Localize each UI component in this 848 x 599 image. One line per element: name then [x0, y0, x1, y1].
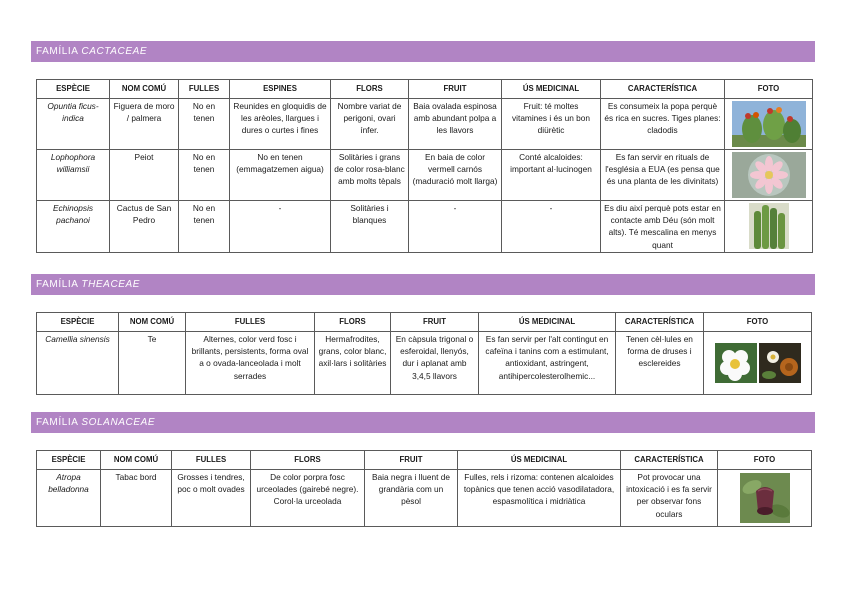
- header-caracteristica: CARACTERÍSTICA: [616, 313, 704, 332]
- cell-especie: Atropa belladonna: [37, 470, 101, 527]
- cell-foto: [725, 201, 813, 253]
- header-flors: FLORS: [331, 80, 409, 99]
- cell-nom-comu: Te: [119, 332, 186, 395]
- cell-caracteristica: Es fan servir en rituals de l'església a EUA (es pensa que és una planta de les divinitats): [601, 150, 725, 201]
- peyote-flower-photo: [732, 152, 806, 198]
- header-nom-comu: NOM COMÚ: [110, 80, 179, 99]
- table-header-row: [37, 313, 812, 332]
- cell-fruit: -: [409, 201, 502, 253]
- cell-espines: -: [230, 201, 331, 253]
- cell-caracteristica: Es consumeix la popa perquè és rica en sucres. Tiges planes: cladodis: [601, 99, 725, 150]
- header-especie: ESPÈCIE: [37, 80, 110, 99]
- header-fulles: FULLES: [172, 451, 251, 470]
- family-prefix: FAMÍLIA: [36, 279, 82, 290]
- table-header-row: [37, 80, 813, 99]
- cell-flors: Nombre variat de perigoni, ovari ínfer.: [331, 99, 409, 150]
- table-header-row: [37, 451, 812, 470]
- cactaceae-table: [36, 79, 813, 253]
- cell-nom-comu: Peiot: [110, 150, 179, 201]
- cell-nom-comu: Cactus de San Pedro: [110, 201, 179, 253]
- header-caracteristica: CARACTERÍSTICA: [621, 451, 718, 470]
- cell-especie: Echinopsis pachanoi: [37, 201, 110, 253]
- table-row: [37, 201, 813, 253]
- family-banner-theaceae: [31, 274, 815, 295]
- cell-espines: No en tenen (emmagatzemen aigua): [230, 150, 331, 201]
- cell-us-medicinal: Es fan servir per l'alt contingut en cafeïna i tanins com a estimulant, antioxidant, astringent, antihipercolesterolhemic...: [479, 332, 616, 395]
- cell-especie: Camellia sinensis: [37, 332, 119, 395]
- family-name: CACTACEAE: [81, 46, 148, 57]
- header-foto: FOTO: [718, 451, 812, 470]
- theaceae-table: [36, 312, 812, 395]
- header-espines: ESPINES: [230, 80, 331, 99]
- cell-fruit: En càpsula trigonal o esferoidal, llenyós, dur i aplanat amb 3,4,5 llavors: [391, 332, 479, 395]
- cell-us-medicinal: Conté alcaloides: important al·lucinogen: [502, 150, 601, 201]
- family-banner-solanaceae: [31, 412, 815, 433]
- header-caracteristica: CARACTERÍSTICA: [601, 80, 725, 99]
- cell-especie: Opuntia ficus-indica: [37, 99, 110, 150]
- table-row: [37, 99, 813, 150]
- cell-us-medicinal: Fruit: té moltes vitamines i és un bon diürètic: [502, 99, 601, 150]
- family-banner-cactaceae: [31, 41, 815, 62]
- header-fruit: FRUIT: [409, 80, 502, 99]
- cell-flors: De color porpra fosc urceolades (gairebé negre). Corol·la urceolada: [251, 470, 365, 527]
- header-especie: ESPÈCIE: [37, 451, 101, 470]
- cell-flors: Solitàries i grans de color rosa-blanc amb molts tèpals: [331, 150, 409, 201]
- cell-foto: [704, 332, 812, 395]
- cell-flors: Hermafrodites, grans, color blanc, axil·lars i solitàries: [315, 332, 391, 395]
- header-fulles: FULLES: [186, 313, 315, 332]
- header-nom-comu: NOM COMÚ: [101, 451, 172, 470]
- family-name: THEACEAE: [81, 279, 141, 290]
- cell-fulles: No en tenen: [179, 150, 230, 201]
- cell-fulles: Alternes, color verd fosc i brillants, persistents, forma oval a o ovada-lanceolada i molt serrades: [186, 332, 315, 395]
- header-flors: FLORS: [315, 313, 391, 332]
- cell-especie: Lophophora williamsii: [37, 150, 110, 201]
- cell-foto: [725, 99, 813, 150]
- cell-caracteristica: Tenen cèl·lules en forma de druses i esclereides: [616, 332, 704, 395]
- header-foto: FOTO: [725, 80, 813, 99]
- header-us-medicinal: ÚS MEDICINAL: [458, 451, 621, 470]
- table-row: [37, 332, 812, 395]
- san-pedro-cactus-photo: [749, 203, 789, 249]
- cell-fruit: Baia ovalada espinosa amb abundant polpa a les llavors: [409, 99, 502, 150]
- header-us-medicinal: ÚS MEDICINAL: [502, 80, 601, 99]
- header-especie: ESPÈCIE: [37, 313, 119, 332]
- family-prefix: FAMÍLIA: [36, 417, 82, 428]
- cell-nom-comu: Figuera de moro / palmera: [110, 99, 179, 150]
- cell-fruit: Baia negra i lluent de grandària com un pèsol: [365, 470, 458, 527]
- prickly-pear-cactus-photo: [732, 101, 806, 147]
- header-nom-comu: NOM COMÚ: [119, 313, 186, 332]
- table-row: [37, 470, 812, 527]
- cell-us-medicinal: Fulles, rels i rizoma: contenen alcaloides topànics que tenen acció vasodilatadora, espasmolítica i midriàtica: [458, 470, 621, 527]
- header-foto: FOTO: [704, 313, 812, 332]
- family-prefix: FAMÍLIA: [36, 46, 82, 57]
- belladonna-flower-photo: [740, 473, 790, 523]
- header-fruit: FRUIT: [391, 313, 479, 332]
- cell-fruit: En baia de color vermell carnós (maduració molt llarga): [409, 150, 502, 201]
- cell-flors: Solitàries i blanques: [331, 201, 409, 253]
- solanaceae-table: [36, 450, 812, 527]
- family-name: SOLANACEAE: [81, 417, 156, 428]
- cell-us-medicinal: -: [502, 201, 601, 253]
- cell-caracteristica: Es diu així perquè pots estar en contacte amb Déu (són molt alts). Té mescalina en menys quant: [601, 201, 725, 253]
- cell-fulles: No en tenen: [179, 201, 230, 253]
- cell-fulles: No en tenen: [179, 99, 230, 150]
- cell-foto: [718, 470, 812, 527]
- cell-nom-comu: Tabac bord: [101, 470, 172, 527]
- cell-foto: [725, 150, 813, 201]
- header-fruit: FRUIT: [365, 451, 458, 470]
- cell-espines: Reunides en gloquidis de les arèoles, llargues i dures o curtes i fines: [230, 99, 331, 150]
- cell-caracteristica: Pot provocar una intoxicació i es fa servir per observar fons oculars: [621, 470, 718, 527]
- table-row: [37, 150, 813, 201]
- cell-fulles: Grosses i tendres, poc o molt ovades: [172, 470, 251, 527]
- header-fulles: FULLES: [179, 80, 230, 99]
- header-flors: FLORS: [251, 451, 365, 470]
- header-us-medicinal: ÚS MEDICINAL: [479, 313, 616, 332]
- tea-flowers-photo: [713, 343, 803, 383]
